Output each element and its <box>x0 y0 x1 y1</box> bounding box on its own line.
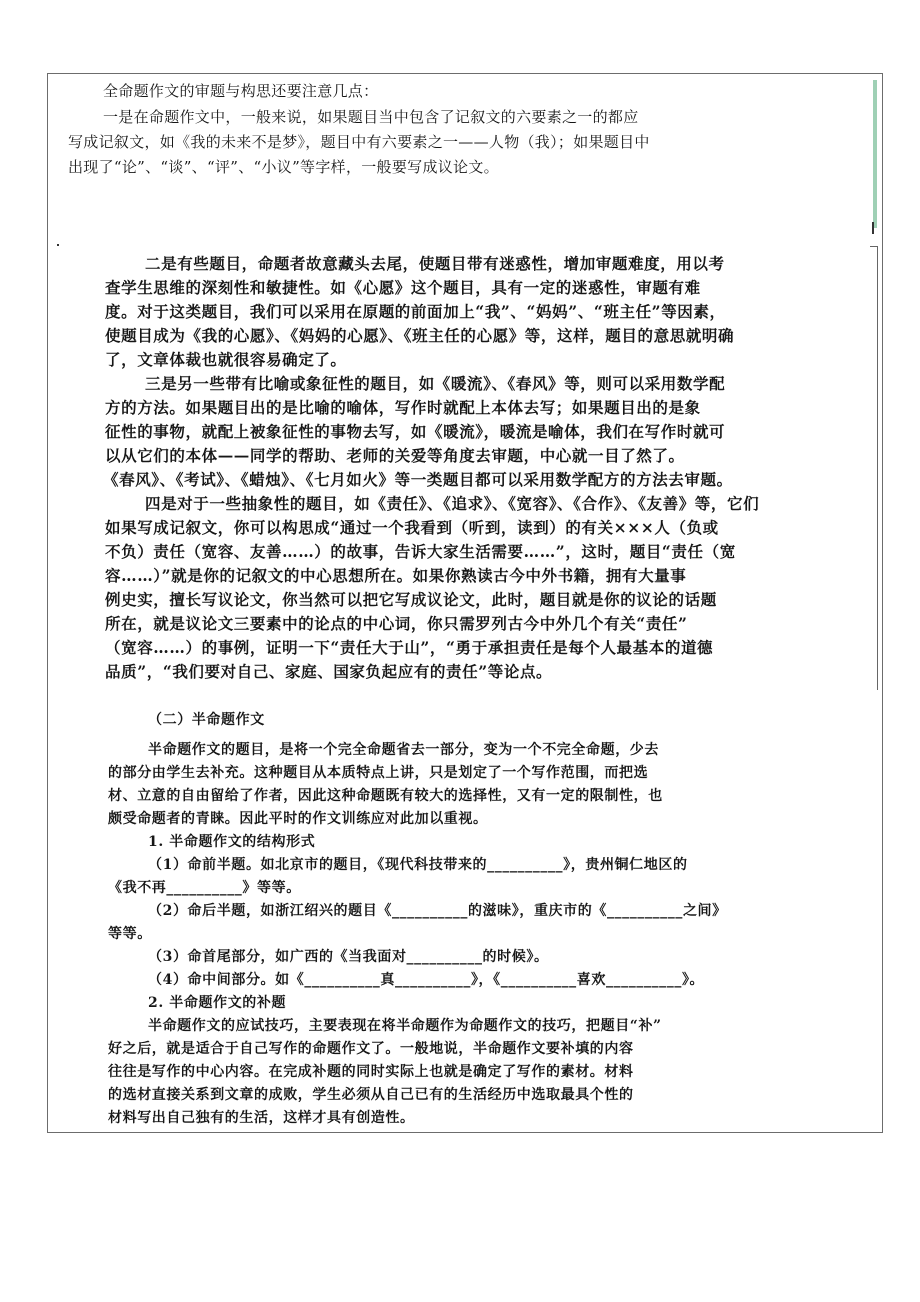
text-line: 度。对于这类题目，我们可以采用在原题的前面加上“我”、“妈妈”、“班主任”等因素， <box>105 302 726 321</box>
text-line: 征性的事物，就配上被象征性的事物去写，如《暖流》，暖流是喻体，我们在写作时就可 <box>105 422 726 441</box>
text-line: 以从它们的本体——同学的帮助、老师的关爱等角度去审题，中心就一目了然了。 <box>105 446 685 465</box>
text-line: 查学生思维的深刻性和敏捷性。如《心愿》这个题目，具有一定的迷惑性，审题有难 <box>105 278 701 297</box>
text-line: 全命题作文的审题与构思还要注意几点： <box>103 82 379 100</box>
scan-edge-rule-tick <box>870 246 878 247</box>
subheading: 1. 半命题作文的结构形式 <box>148 834 316 850</box>
text-line: 好之后，就是适合于自己写作的命题作文了。一般地说，半命题作文要补填的内容 <box>108 1041 634 1057</box>
text-line: 出现了“论”、“谈”、“评”、“小议”等字样，一般要写成议论文。 <box>68 158 499 176</box>
section-heading: （二）半命题作文 <box>148 712 265 728</box>
text-line: 使题目成为《我的心愿》、《妈妈的心愿》、《班主任的心愿》等，这样，题目的意思就明确 <box>105 326 735 345</box>
text-line: 《我不再__________》等等。 <box>108 880 301 896</box>
text-line: 半命题作文的应试技巧，主要表现在将半命题作为命题作文的技巧，把题目“补” <box>148 1018 662 1034</box>
scan-edge-rule <box>877 246 878 690</box>
text-line: 往往是写作的中心内容。在完成补题的同时实际上也就是确定了写作的素材。材料 <box>108 1064 634 1080</box>
text-line: 颇受命题者的青睐。因此平时的作文训练应对此加以重视。 <box>108 811 488 827</box>
text-line: 等等。 <box>108 926 152 942</box>
text-line: 材、立意的自由留给了作者，因此这种命题既有较大的选择性，又有一定的限制性，也 <box>108 788 663 804</box>
text-line: 品质”，“我们要对自己、家庭、国家负起应有的责任”等论点。 <box>105 662 553 681</box>
text-line: （2）命后半题，如浙江绍兴的题目《__________的滋味》，重庆市的《__________之间》 <box>148 903 727 919</box>
scan-edge-tick <box>872 222 874 234</box>
text-line: 四是对于一些抽象性的题目，如《责任》、《追求》、《宽容》、《合作》、《友善》等，它们 <box>145 494 760 513</box>
text-line: 的选材直接关系到文章的成败，学生必须从自己已有的生活经历中选取最具个性的 <box>108 1087 634 1103</box>
text-line: 所在，就是议论文三要素中的论点的中心词，你只需罗列古今中外几个有关“责任” <box>105 614 688 633</box>
text-line: 写成记叙文，如《我的未来不是梦》，题目中有六要素之一——人物（我）；如果题目中 <box>68 133 650 151</box>
scan-speck <box>57 244 59 246</box>
text-line: 不负）责任（宽容、友善……）的故事，告诉大家生活需要……”，这时，题目“责任（宽 <box>105 542 736 561</box>
text-line: 二是有些题目，命题者故意藏头去尾，使题目带有迷惑性，增加审题难度，用以考 <box>145 254 725 273</box>
text-line: 《春风》、《考试》、《蜡烛》、《七月如火》等一类题目都可以采用数学配方的方法去审题。 <box>103 470 733 489</box>
text-line: （宽容……）的事例，证明一下“责任大于山”，“勇于承担责任是每个人最基本的道德 <box>105 638 714 657</box>
text-line: （4）命中间部分。如《__________真__________》，《__________喜欢__________》。 <box>148 972 705 988</box>
text-line: 三是另一些带有比喻或象征性的题目，如《暖流》、《春风》等，则可以采用数学配 <box>145 374 726 393</box>
scan-edge-marker <box>873 80 877 228</box>
text-line: （1）命前半题。如北京市的题目，《现代科技带来的__________》，贵州铜仁地区的 <box>148 857 688 873</box>
text-line: 一是在命题作文中，一般来说，如果题目当中包含了记叙文的六要素之一的都应 <box>103 108 639 126</box>
text-line: 半命题作文的题目，是将一个完全命题省去一部分，变为一个不完全命题，少去 <box>148 742 659 758</box>
text-line: 例史实，擅长写议论文，你当然可以把它写成议论文，此时，题目就是你的议论的话题 <box>105 590 717 609</box>
text-line: 如果写成记叙文，你可以构思成“通过一个我看到（听到，读到）的有关×××人（负或 <box>105 518 719 537</box>
text-line: 方的方法。如果题目出的是比喻的喻体，写作时就配上本体去写；如果题目出的是象 <box>105 398 701 417</box>
text-line: 材料写出自己独有的生活，这样才具有创造性。 <box>108 1110 415 1126</box>
text-line: 容……）”就是你的记叙文的中心思想所在。如果你熟读古今中外书籍，拥有大量事 <box>105 566 687 585</box>
subheading: 2. 半命题作文的补题 <box>148 995 287 1011</box>
text-line: 了，文章体裁也就很容易确定了。 <box>105 350 347 369</box>
text-line: （3）命首尾部分，如广西的《当我面对__________的时候》。 <box>148 949 549 965</box>
text-line: 的部分由学生去补充。这种题目从本质特点上讲，只是划定了一个写作范围，而把选 <box>108 765 649 781</box>
